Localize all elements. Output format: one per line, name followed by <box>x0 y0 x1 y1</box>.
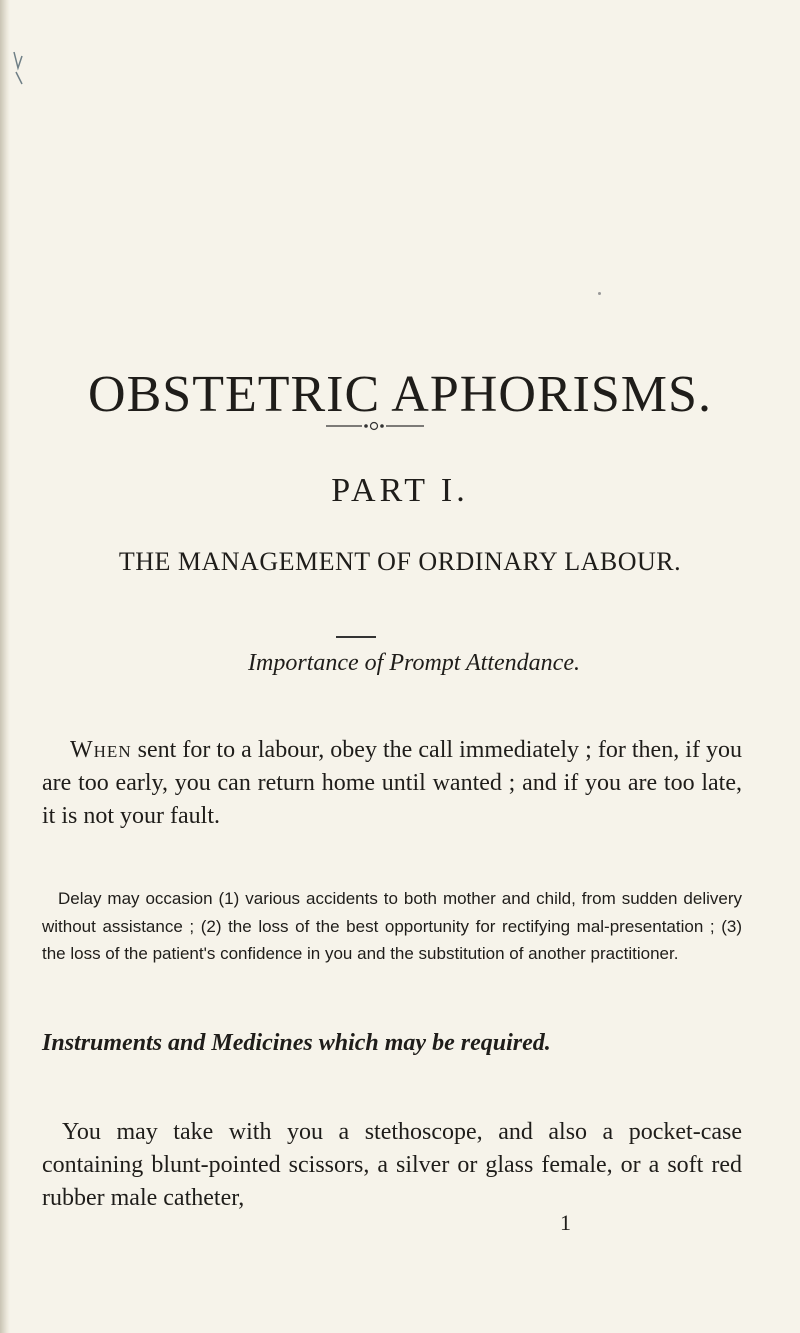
page-number: 1 <box>560 1210 571 1235</box>
paragraph-2: Delay may occasion (1) various accidents to both mother and child, from sudden delivery without assistance ; (2) the loss of the best opportunity for rectifying mal-presentation ; (3) the loss of the patient's confidence in you and the substitution of another practitioner. <box>42 889 742 963</box>
paragraph-1 <box>42 734 742 833</box>
speck <box>598 292 601 295</box>
part-heading: PART I. <box>331 472 469 509</box>
paragraph-3: You may take with you a stethoscope, and also a pocket-case containing blunt-pointed scissors, a silver or glass female, or a soft red rubber male catheter, <box>42 1119 742 1211</box>
pencil-mark <box>12 50 26 90</box>
book-title: OBSTETRIC APHORISMS. <box>88 365 712 423</box>
paragraph-1-text: sent for to a labour, obey the call immediately ; for then, if you are too early, you can return home until wanted ; and if you are too late, it is not your fault. <box>42 737 742 829</box>
short-rule <box>336 636 376 638</box>
section-heading: Importance of Prompt Attendance. <box>248 650 580 676</box>
section-heading-2: Instruments and Medicines which may be required. <box>42 1030 551 1056</box>
paragraph-1-lead: When <box>70 737 132 763</box>
ornament-divider <box>326 421 424 431</box>
page-edge-shadow <box>0 0 10 1333</box>
chapter-subtitle: THE MANAGEMENT OF ORDINARY LABOUR. <box>118 547 682 576</box>
